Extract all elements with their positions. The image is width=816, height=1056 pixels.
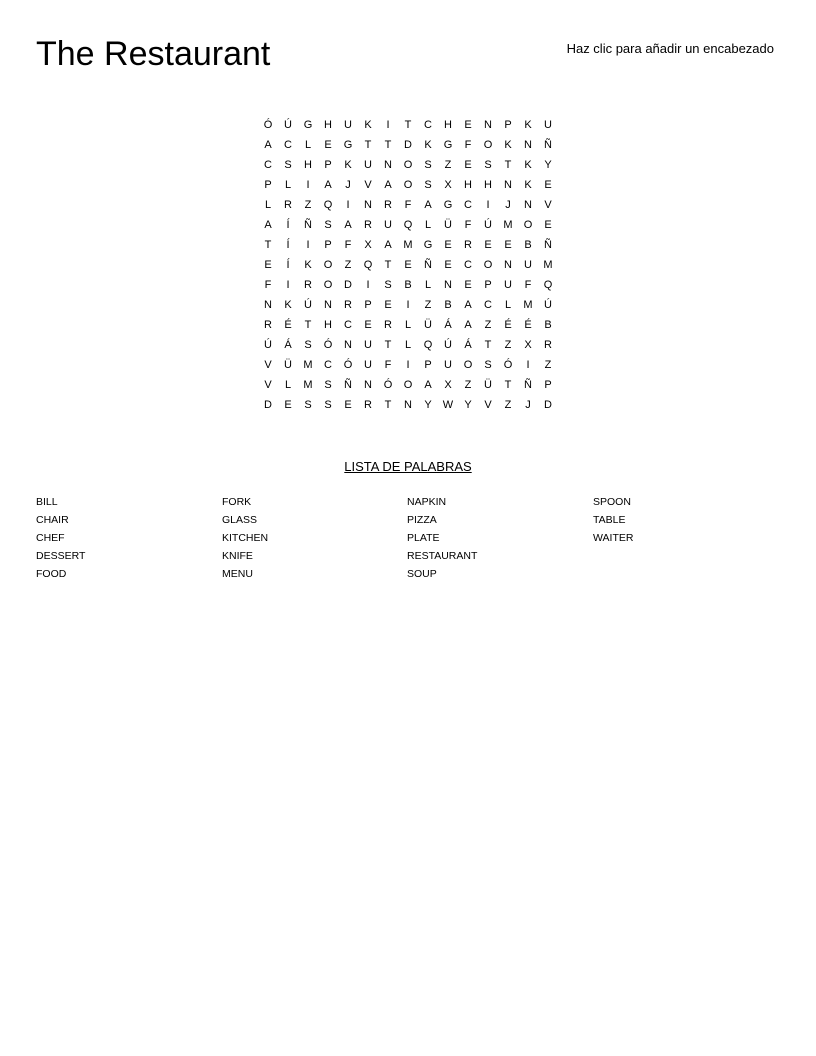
page-title: The Restaurant [36, 35, 271, 73]
grid-letter: Ó [343, 359, 353, 371]
grid-letter: C [464, 199, 472, 211]
grid-letter: W [442, 399, 454, 411]
grid-letter: E [464, 159, 472, 171]
grid-letter: X [444, 379, 452, 391]
grid-letter: T [404, 119, 412, 131]
grid-letter: I [286, 279, 290, 291]
grid-letter: F [344, 239, 352, 251]
grid-letter: G [443, 199, 453, 211]
word-list-column-1 [36, 493, 85, 583]
word-list-item: KITCHEN [222, 532, 269, 544]
grid-letter: Ó [503, 359, 513, 371]
grid-letter: T [264, 239, 272, 251]
grid-letter: K [304, 259, 312, 271]
grid-letter: R [384, 199, 392, 211]
word-list-item: BILL [36, 496, 58, 508]
grid-letter: E [404, 259, 412, 271]
grid-letter: T [504, 159, 512, 171]
grid-letter: G [423, 239, 433, 251]
grid-letter: Á [464, 339, 472, 351]
grid-letter: O [483, 259, 493, 271]
grid-letter: Q [543, 279, 553, 291]
grid-letter: K [424, 139, 432, 151]
grid-letter: B [544, 319, 552, 331]
grid-letter: X [364, 239, 372, 251]
grid-letter: R [544, 339, 552, 351]
grid-letter: H [324, 119, 332, 131]
grid-letter: Ú [284, 119, 292, 131]
grid-letter: N [504, 259, 512, 271]
grid-letter: Á [444, 319, 452, 331]
grid-letter: J [505, 199, 511, 211]
grid-letter: S [324, 379, 332, 391]
grid-letter: T [304, 319, 312, 331]
grid-letter: F [384, 359, 392, 371]
grid-letter: P [424, 359, 432, 371]
grid-letter: F [464, 219, 472, 231]
grid-letter: C [464, 259, 472, 271]
grid-letter: M [303, 359, 313, 371]
grid-letter: P [324, 159, 332, 171]
grid-letter: E [464, 119, 472, 131]
grid-letter: L [264, 199, 272, 211]
grid-letter: H [464, 179, 472, 191]
grid-letter: Q [363, 259, 373, 271]
grid-letter: U [364, 159, 372, 171]
grid-letter: Q [423, 339, 433, 351]
grid-letter: Ñ [544, 139, 552, 151]
grid-letter: G [443, 139, 453, 151]
grid-letter: C [324, 359, 332, 371]
grid-letter: S [324, 219, 332, 231]
grid-letter: S [304, 399, 312, 411]
grid-letter: Y [464, 399, 472, 411]
grid-letter: L [504, 299, 512, 311]
grid-letter: O [403, 159, 413, 171]
grid-letter: I [406, 299, 410, 311]
word-list-item: CHAIR [36, 514, 69, 526]
grid-letter: Ü [484, 379, 492, 391]
grid-letter: I [306, 179, 310, 191]
word-search-grid [258, 115, 558, 415]
grid-letter: U [544, 119, 552, 131]
grid-letter: Z [464, 379, 472, 391]
grid-letter: E [384, 299, 392, 311]
grid-letter: P [324, 239, 332, 251]
grid-letter: K [524, 159, 532, 171]
grid-letter: C [424, 119, 432, 131]
grid-letter: T [484, 339, 492, 351]
grid-letter: Ñ [304, 219, 312, 231]
grid-letter: É [524, 319, 532, 331]
grid-letter: A [384, 179, 392, 191]
word-list-item: TABLE [593, 514, 626, 526]
grid-letter: A [424, 199, 432, 211]
grid-letter: N [324, 299, 332, 311]
grid-letter: Í [286, 239, 290, 251]
grid-letter: S [484, 359, 492, 371]
grid-letter: R [304, 279, 312, 291]
grid-letter: E [284, 399, 292, 411]
grid-letter: S [304, 339, 312, 351]
word-list-item: RESTAURANT [407, 550, 478, 562]
grid-letter: Ü [284, 359, 292, 371]
grid-letter: H [304, 159, 312, 171]
grid-letter: Z [344, 259, 352, 271]
grid-letter: O [323, 279, 333, 291]
grid-letter: S [424, 159, 432, 171]
grid-letter: O [403, 379, 413, 391]
grid-letter: D [544, 399, 552, 411]
grid-letter: E [484, 239, 492, 251]
grid-letter: O [463, 359, 473, 371]
grid-letter: O [523, 219, 533, 231]
grid-letter: Í [286, 219, 290, 231]
grid-letter: V [264, 359, 272, 371]
grid-letter: N [504, 179, 512, 191]
grid-letter: J [345, 179, 351, 191]
grid-letter: N [364, 379, 372, 391]
grid-letter: T [384, 139, 392, 151]
grid-letter: P [544, 379, 552, 391]
grid-letter: V [544, 199, 552, 211]
grid-letter: S [324, 399, 332, 411]
grid-letter: F [524, 279, 532, 291]
grid-letter: O [403, 179, 413, 191]
grid-letter: C [484, 299, 492, 311]
grid-letter: I [486, 199, 490, 211]
word-list-column-2 [222, 493, 268, 583]
grid-letter: I [306, 239, 310, 251]
grid-letter: L [284, 179, 292, 191]
grid-letter: K [284, 299, 292, 311]
grid-letter: U [344, 119, 352, 131]
grid-letter: M [303, 379, 313, 391]
grid-letter: N [404, 399, 412, 411]
grid-letter: P [504, 119, 512, 131]
grid-letter: Ó [383, 379, 393, 391]
grid-letter: Ñ [424, 259, 432, 271]
grid-letter: C [344, 319, 352, 331]
grid-letter: K [524, 119, 532, 131]
grid-letter: Ü [424, 319, 432, 331]
grid-letter: N [484, 119, 492, 131]
grid-letter: É [504, 319, 512, 331]
grid-letter: E [324, 139, 332, 151]
grid-letter: U [524, 259, 532, 271]
grid-letter: K [344, 159, 352, 171]
word-list-item: GLASS [222, 514, 258, 526]
grid-letter: Ü [444, 219, 452, 231]
grid-letter: Ñ [524, 379, 532, 391]
grid-letter: Ó [323, 339, 333, 351]
grid-letter: U [444, 359, 452, 371]
word-list-item: FORK [222, 496, 252, 508]
grid-letter: M [523, 299, 533, 311]
grid-letter: Ú [444, 339, 452, 351]
grid-letter: U [364, 339, 372, 351]
grid-letter: V [264, 379, 272, 391]
grid-letter: R [344, 299, 352, 311]
grid-letter: X [444, 179, 452, 191]
word-list-item: SPOON [593, 496, 631, 508]
grid-letter: Á [284, 339, 292, 351]
grid-letter: A [324, 179, 332, 191]
word-list-column-4 [593, 493, 633, 547]
grid-letter: K [524, 179, 532, 191]
grid-letter: N [344, 339, 352, 351]
grid-letter: R [364, 219, 372, 231]
word-list-item: WAITER [593, 532, 634, 544]
grid-letter: H [324, 319, 332, 331]
grid-letter: F [264, 279, 272, 291]
grid-letter: Ú [304, 299, 312, 311]
word-list-item: PLATE [407, 532, 440, 544]
grid-letter: Y [544, 159, 552, 171]
grid-letter: T [384, 399, 392, 411]
grid-letter: N [364, 199, 372, 211]
grid-letter: O [323, 259, 333, 271]
grid-letter: D [344, 279, 352, 291]
grid-letter: A [424, 379, 432, 391]
word-list-title [0, 459, 816, 475]
grid-letter: P [364, 299, 372, 311]
grid-letter: Ñ [344, 379, 352, 391]
word-list-item: SOUP [407, 568, 437, 580]
grid-letter: N [264, 299, 272, 311]
grid-letter: E [544, 219, 552, 231]
grid-letter: A [464, 319, 472, 331]
grid-letter: S [484, 159, 492, 171]
grid-letter: E [264, 259, 272, 271]
grid-letter: L [404, 339, 412, 351]
grid-letter: U [364, 359, 372, 371]
grid-letter: M [543, 259, 553, 271]
grid-letter: L [284, 379, 292, 391]
grid-letter: R [284, 199, 292, 211]
word-list-title-text: LISTA DE PALABRAS [344, 459, 472, 474]
grid-letter: Í [286, 259, 290, 271]
grid-letter: L [424, 219, 432, 231]
grid-letter: C [264, 159, 272, 171]
grid-letter: Z [544, 359, 552, 371]
grid-letter: J [525, 399, 531, 411]
grid-letter: F [404, 199, 412, 211]
grid-letter: I [406, 359, 410, 371]
grid-letter: R [464, 239, 472, 251]
grid-letter: L [304, 139, 312, 151]
grid-letter: T [504, 379, 512, 391]
grid-letter: M [503, 219, 513, 231]
grid-letter: A [264, 219, 272, 231]
grid-letter: M [403, 239, 413, 251]
grid-letter: C [284, 139, 292, 151]
grid-letter: T [384, 339, 392, 351]
grid-letter: Q [403, 219, 413, 231]
grid-letter: B [444, 299, 452, 311]
grid-letter: F [464, 139, 472, 151]
word-list-item: CHEF [36, 532, 65, 544]
grid-letter: H [484, 179, 492, 191]
grid-letter: Z [504, 399, 512, 411]
grid-letter: E [444, 239, 452, 251]
grid-letter: I [366, 279, 370, 291]
grid-letter: E [344, 399, 352, 411]
grid-letter: U [504, 279, 512, 291]
grid-letter: R [384, 319, 392, 331]
grid-letter: T [384, 259, 392, 271]
grid-letter: Ó [263, 119, 273, 131]
grid-letter: I [346, 199, 350, 211]
grid-letter: N [524, 199, 532, 211]
grid-letter: R [264, 319, 272, 331]
grid-letter: D [404, 139, 412, 151]
grid-letter: S [424, 179, 432, 191]
grid-letter: É [284, 319, 292, 331]
grid-letter: Ú [264, 339, 272, 351]
grid-letter: Y [424, 399, 432, 411]
grid-letter: P [484, 279, 492, 291]
grid-letter: K [504, 139, 512, 151]
grid-letter: X [524, 339, 532, 351]
grid-letter: I [386, 119, 390, 131]
grid-letter: Z [304, 199, 312, 211]
grid-letter: O [483, 139, 493, 151]
grid-letter: E [444, 259, 452, 271]
add-header-hint[interactable]: Haz clic para añadir un encabezado [566, 41, 774, 56]
grid-letter: N [524, 139, 532, 151]
word-list-item: FOOD [36, 568, 67, 580]
word-list-item: PIZZA [407, 514, 437, 526]
grid-letter: Z [484, 319, 492, 331]
grid-letter: D [264, 399, 272, 411]
grid-letter: A [344, 219, 352, 231]
grid-letter: Ñ [544, 239, 552, 251]
grid-letter: Z [444, 159, 452, 171]
grid-letter: I [526, 359, 530, 371]
grid-letter: N [384, 159, 392, 171]
grid-letter: G [343, 139, 353, 151]
grid-letter: G [303, 119, 313, 131]
grid-letter: V [364, 179, 372, 191]
word-list-column-3 [407, 493, 477, 583]
grid-letter: L [424, 279, 432, 291]
word-list-item: KNIFE [222, 550, 253, 562]
word-list-item: MENU [222, 568, 253, 580]
grid-letter: L [404, 319, 412, 331]
grid-letter: B [404, 279, 412, 291]
grid-letter: Ú [484, 219, 492, 231]
grid-letter: R [364, 399, 372, 411]
grid-letter: U [384, 219, 392, 231]
grid-letter: E [544, 179, 552, 191]
word-list-item: DESSERT [36, 550, 86, 562]
grid-letter: K [364, 119, 372, 131]
grid-letter: Z [504, 339, 512, 351]
grid-letter: Q [323, 199, 333, 211]
grid-letter: N [444, 279, 452, 291]
grid-letter: A [384, 239, 392, 251]
grid-letter: Z [424, 299, 432, 311]
grid-letter: P [264, 179, 272, 191]
grid-letter: E [364, 319, 372, 331]
grid-letter: Ú [544, 299, 552, 311]
grid-letter: S [384, 279, 392, 291]
grid-letter: H [444, 119, 452, 131]
word-list-item: NAPKIN [407, 496, 447, 508]
grid-letter: A [264, 139, 272, 151]
grid-letter: E [464, 279, 472, 291]
grid-letter: A [464, 299, 472, 311]
grid-letter: V [484, 399, 492, 411]
grid-letter: B [524, 239, 532, 251]
grid-letter: S [284, 159, 292, 171]
grid-letter: E [504, 239, 512, 251]
grid-letter: T [364, 139, 372, 151]
